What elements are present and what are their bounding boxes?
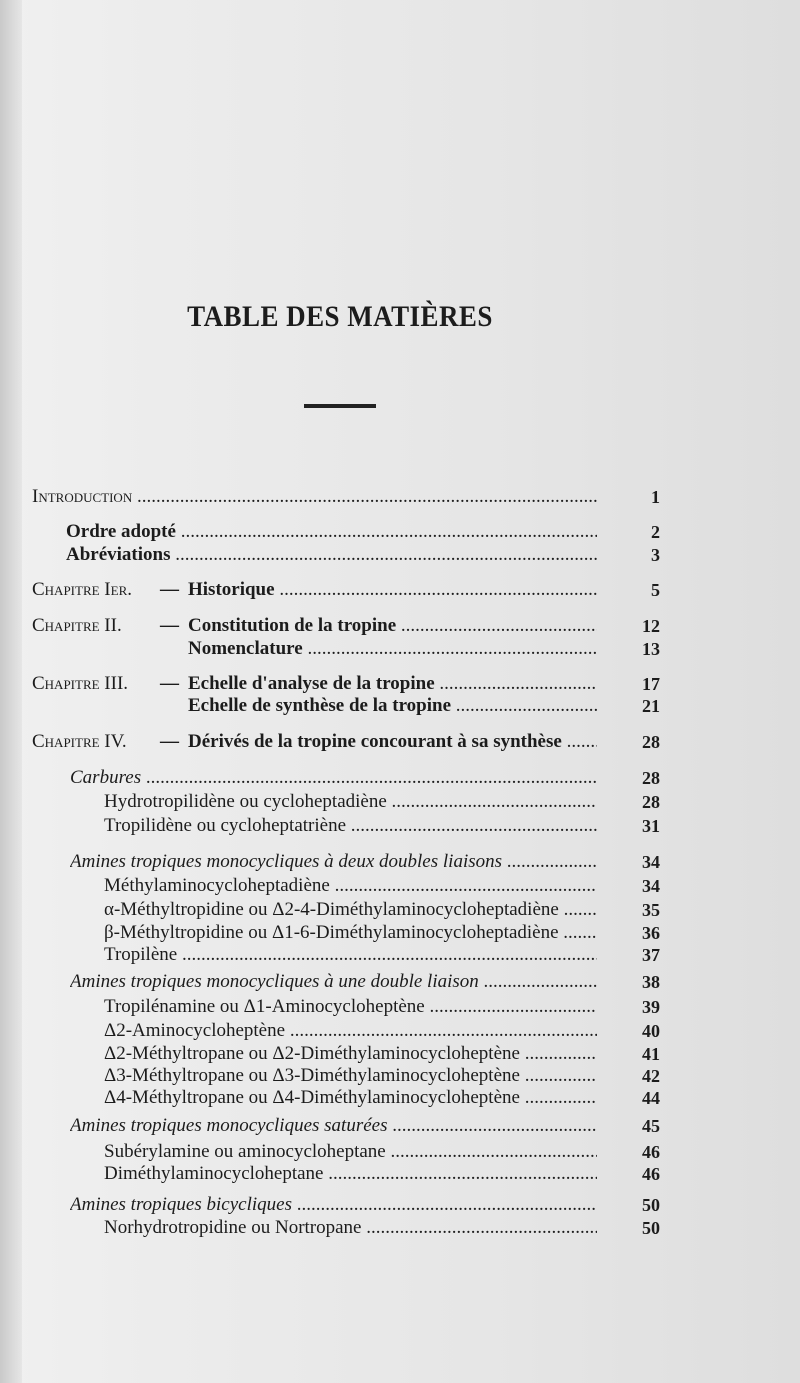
toc-entry-title: Norhydrotropidine ou Nortropane ..... xyxy=(104,1216,597,1240)
toc-entry-title: Δ2-Aminocycloheptène ..... xyxy=(104,1019,597,1043)
toc-entry-page: 28 xyxy=(642,732,660,752)
toc-entry-title: Introduction ..... xyxy=(32,485,597,509)
chapter-dash: — xyxy=(160,731,179,752)
toc-chapter-entry[interactable] xyxy=(0,672,800,696)
toc-entry[interactable] xyxy=(0,1162,800,1186)
toc-entry[interactable] xyxy=(0,1216,800,1240)
toc-entry[interactable] xyxy=(0,1064,800,1088)
chapter-number: Chapitre Ier. xyxy=(32,579,132,600)
toc-entry-page: 46 xyxy=(642,1164,660,1184)
toc-entry-page: 34 xyxy=(642,852,660,872)
title-divider xyxy=(304,404,376,408)
toc-entry[interactable] xyxy=(0,1140,800,1164)
toc-entry[interactable] xyxy=(0,520,800,544)
toc-entry-page: 28 xyxy=(642,792,660,812)
toc-entry-page: 2 xyxy=(651,522,660,542)
toc-entry-page: 12 xyxy=(642,616,660,636)
toc-entry-title: Tropilidène ou cycloheptatriène ..... xyxy=(104,814,597,838)
chapter-dash: — xyxy=(160,615,179,636)
toc-entry-title: Δ3-Méthyltropane ou Δ3-Diméthylaminocycloheptène ..... xyxy=(104,1064,597,1088)
toc-entry-title: Diméthylaminocycloheptane ..... xyxy=(104,1162,597,1186)
toc-entry-page: 37 xyxy=(642,945,660,965)
toc-entry-page: 34 xyxy=(642,876,660,896)
chapter-dash: — xyxy=(160,673,179,694)
toc-entry-page: 38 xyxy=(642,972,660,992)
toc-entry[interactable] xyxy=(0,790,800,814)
toc-section-entry[interactable] xyxy=(0,1114,800,1138)
toc-entry-page: 1 xyxy=(651,487,660,507)
toc-entry-title: Dérivés de la tropine concourant à sa synthèse ..... xyxy=(188,730,597,754)
toc-section-title: Amines tropiques monocycliques à deux doubles liaisons ..... xyxy=(70,850,597,874)
toc-entry[interactable] xyxy=(0,874,800,898)
toc-entry-page: 21 xyxy=(642,696,660,716)
toc-entry-page: 36 xyxy=(642,923,660,943)
toc-entry[interactable] xyxy=(0,1086,800,1110)
toc-entry-title: Tropilénamine ou Δ1-Aminocycloheptène ..... xyxy=(104,995,597,1019)
toc-entry-title: Echelle de synthèse de la tropine ..... xyxy=(188,694,597,718)
toc-entry[interactable] xyxy=(0,1019,800,1043)
toc-entry-title: Δ2-Méthyltropane ou Δ2-Diméthylaminocycloheptène ..... xyxy=(104,1042,597,1066)
toc-entry-title: Nomenclature ..... xyxy=(188,637,597,661)
toc-entry-title: Hydrotropilidène ou cycloheptadiène ..... xyxy=(104,790,597,814)
toc-entry-title: Subérylamine ou aminocycloheptane ..... xyxy=(104,1140,597,1164)
toc-entry-page: 45 xyxy=(642,1116,660,1136)
toc-entry-title: Δ4-Méthyltropane ou Δ4-Diméthylaminocycloheptène ..... xyxy=(104,1086,597,1110)
toc-entry-page: 13 xyxy=(642,639,660,659)
page-title: TABLE DES MATIÈRES xyxy=(187,300,493,333)
toc-entry-page: 40 xyxy=(642,1021,660,1041)
toc-entry-page: 31 xyxy=(642,816,660,836)
toc-entry-page: 3 xyxy=(651,545,660,565)
toc-chapter-entry[interactable] xyxy=(0,614,800,638)
chapter-number: Chapitre III. xyxy=(32,673,129,694)
toc-entry-page: 28 xyxy=(642,768,660,788)
toc-chapter-entry[interactable] xyxy=(0,730,800,754)
toc-entry[interactable] xyxy=(0,485,800,509)
toc-entry-page: 50 xyxy=(642,1195,660,1215)
toc-entry[interactable] xyxy=(0,921,800,945)
toc-entry-page: 41 xyxy=(642,1044,660,1064)
toc-entry-title: Méthylaminocycloheptadiène ..... xyxy=(104,874,597,898)
toc-section-title: Amines tropiques monocycliques saturées ..... xyxy=(70,1114,597,1138)
toc-section-entry[interactable] xyxy=(0,766,800,790)
toc-entry-title: β-Méthyltropidine ou Δ1-6-Diméthylaminocycloheptadiène ..... xyxy=(104,921,597,945)
toc-entry[interactable] xyxy=(0,898,800,922)
toc-entry-title: Ordre adopté ..... xyxy=(66,520,597,544)
toc-section-entry[interactable] xyxy=(0,1193,800,1217)
toc-entry-page: 44 xyxy=(642,1088,660,1108)
toc-entry[interactable] xyxy=(0,1042,800,1066)
toc-entry-page: 46 xyxy=(642,1142,660,1162)
toc-entry-page: 39 xyxy=(642,997,660,1017)
toc-entry-page: 50 xyxy=(642,1218,660,1238)
toc-entry[interactable] xyxy=(0,943,800,967)
toc-entry-title: Tropilène ..... xyxy=(104,943,597,967)
toc-entry-title: α-Méthyltropidine ou Δ2-4-Diméthylaminocycloheptadiène ..... xyxy=(104,898,597,922)
toc-section-entry[interactable] xyxy=(0,970,800,994)
toc-entry-title: Constitution de la tropine ..... xyxy=(188,614,597,638)
toc-entry-page: 35 xyxy=(642,900,660,920)
toc-section-title: Amines tropiques monocycliques à une double liaison ..... xyxy=(70,970,597,994)
chapter-dash: — xyxy=(160,579,179,600)
toc-entry[interactable] xyxy=(0,637,800,661)
toc-entry[interactable] xyxy=(0,814,800,838)
toc-section-title: Carbures ..... xyxy=(70,766,597,790)
toc-entry-page: 5 xyxy=(651,580,660,600)
toc-entry-page: 42 xyxy=(642,1066,660,1086)
toc-entry-title: Abréviations ..... xyxy=(66,543,597,567)
toc-entry-page: 17 xyxy=(642,674,660,694)
toc-chapter-entry[interactable] xyxy=(0,578,800,602)
toc-entry[interactable] xyxy=(0,995,800,1019)
toc-entry[interactable] xyxy=(0,543,800,567)
toc-entry-title: Echelle d'analyse de la tropine ..... xyxy=(188,672,597,696)
toc-section-entry[interactable] xyxy=(0,850,800,874)
chapter-number: Chapitre II. xyxy=(32,615,122,636)
toc-entry-title: Historique ..... xyxy=(188,578,597,602)
toc-entry[interactable] xyxy=(0,694,800,718)
toc-section-title: Amines tropiques bicycliques ..... xyxy=(70,1193,597,1217)
chapter-number: Chapitre IV. xyxy=(32,731,127,752)
